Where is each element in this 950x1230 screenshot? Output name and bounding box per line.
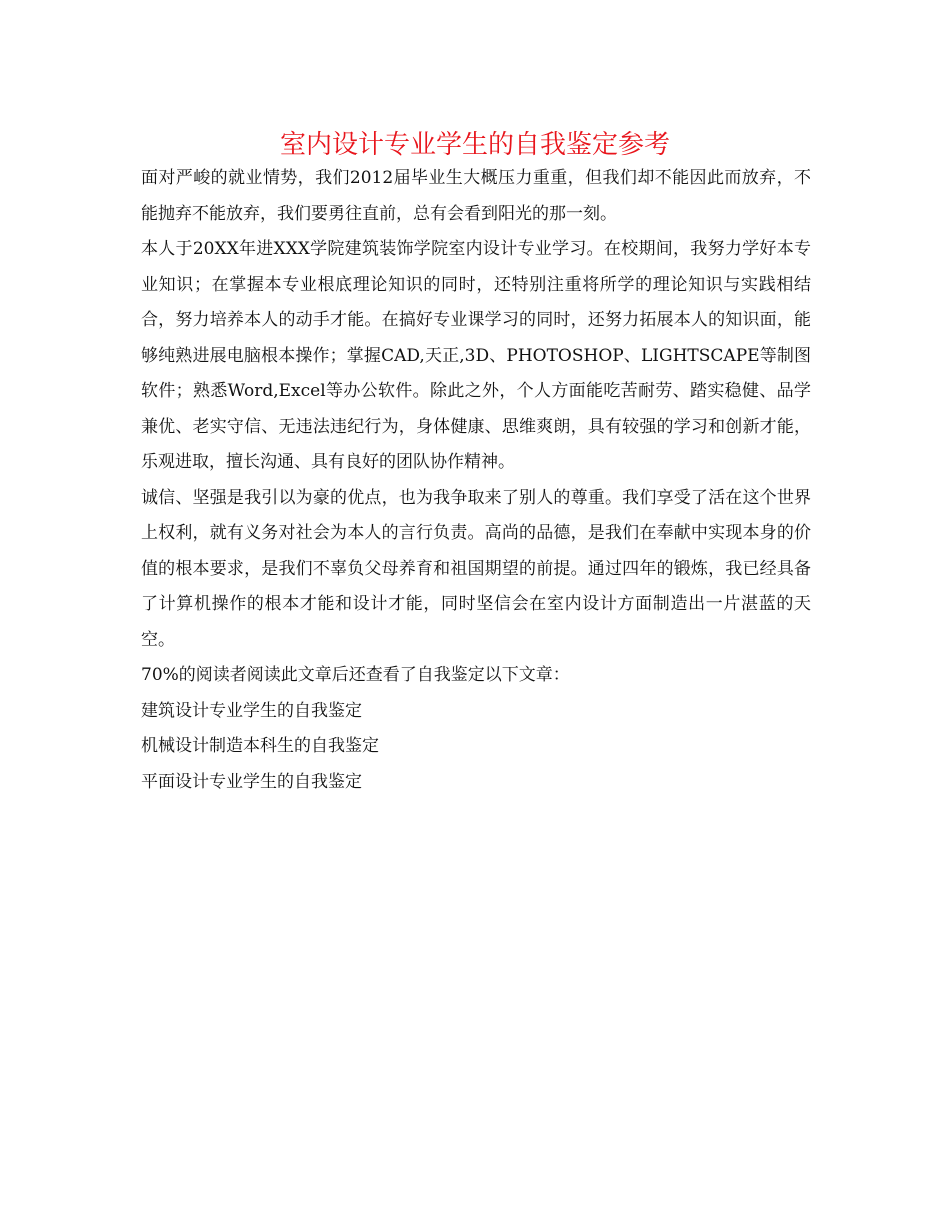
paragraph-character: 诚信、坚强是我引以为豪的优点，也为我争取来了别人的尊重。我们享受了活在这个世界上权利，就有义务对社会为本人的言行负责。高尚的品德，是我们在奉献中实现本身的价值的根本要求，是我们不辜负父母养育和祖国期望的前提。通过四年的锻炼，我已经具备了计算机操作的根本才能和设计才能，同时坚信会在室内设计方面制造出一片湛蓝的天空。	[141, 487, 811, 650]
related-article-link-graphic[interactable]: 平面设计专业学生的自我鉴定	[141, 771, 362, 792]
related-article-link-mechanical[interactable]: 机械设计制造本科生的自我鉴定	[141, 736, 379, 756]
paragraph-intro: 面对严峻的就业情势，我们2012届毕业生大概压力重重，但我们却不能因此而放弃，不能抛弃不能放弃，我们要勇往直前，总有会看到阳光的那一刻。	[141, 168, 811, 224]
related-articles-intro: 70%的阅读者阅读此文章后还查看了自我鉴定以下文章：	[141, 665, 570, 685]
related-article-link-architecture[interactable]: 建筑设计专业学生的自我鉴定	[141, 700, 362, 721]
document-title: 室内设计专业学生的自我鉴定参考	[279, 130, 670, 160]
document-body	[141, 161, 811, 800]
paragraph-background: 本人于20XX年进XXX学院建筑装饰学院室内设计专业学习。在校期间，我努力学好本专业知识；在掌握本专业根底理论知识的同时，还特别注重将所学的理论知识与实践相结合，努力培养本人的动手才能。在搞好专业课学习的同时，还努力拓展本人的知识面，能够纯熟进展电脑根本操作；掌握CAD,天正,3D、PHOTOSHOP、LIGHTSCAPE等制图软件；熟悉Word,Excel等办公软件。除此之外，个人方面能吃苦耐劳、踏实稳健、品学兼优、老实守信、无违法违纪行为，身体健康、思维爽朗，具有较强的学习和创新才能，乐观进取，擅长沟通、具有良好的团队协作精神。	[141, 239, 811, 472]
